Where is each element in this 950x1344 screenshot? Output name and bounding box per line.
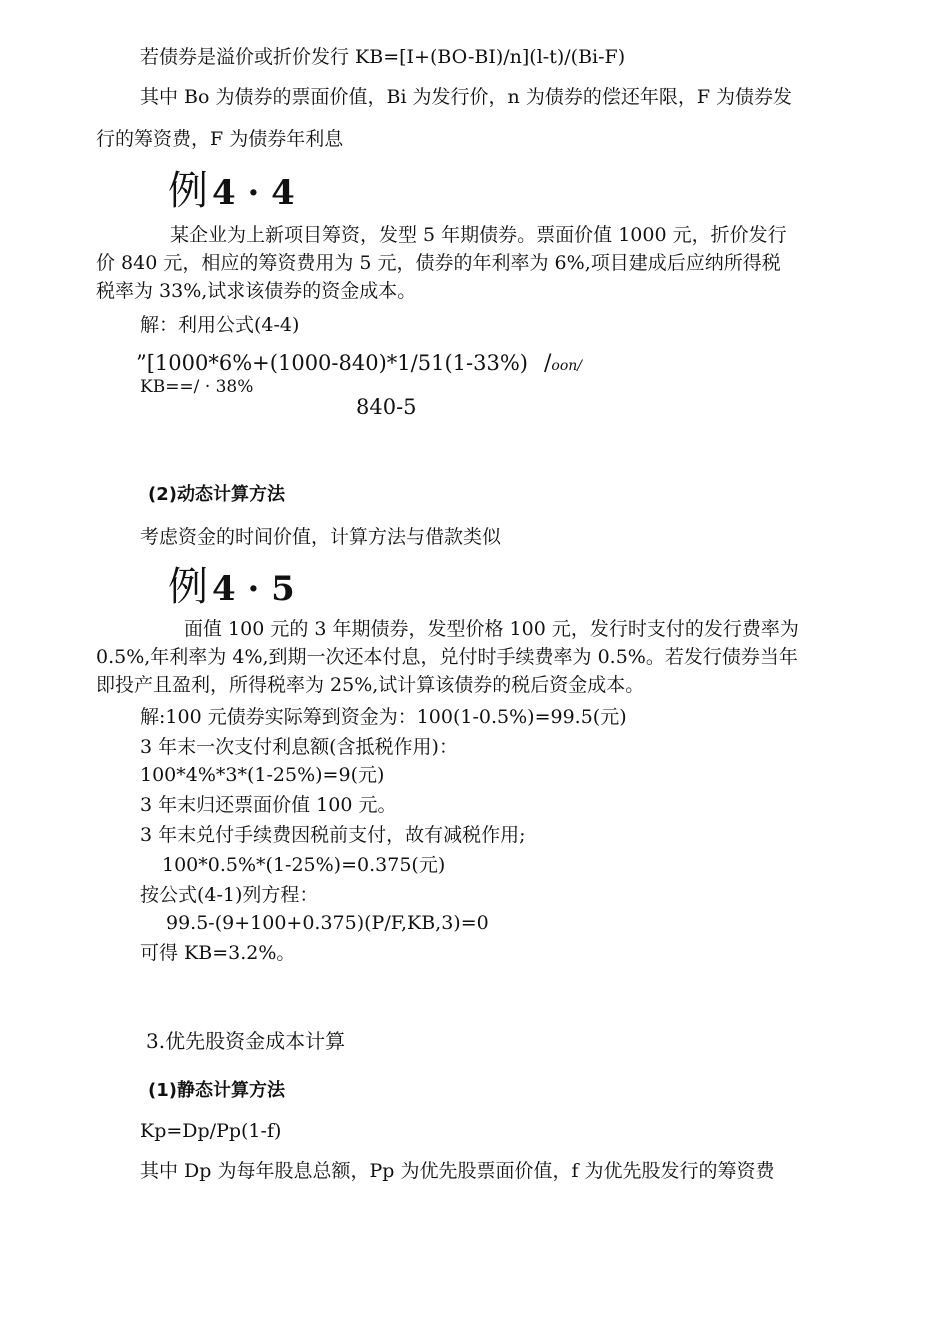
- solution-line: 100*4%*3*(1-25%)=9(元): [140, 764, 385, 786]
- solution-line: 3 年末一次支付利息额(含抵税作用)：: [140, 736, 458, 758]
- formula-premium-discount: 若债券是溢价或折价发行 KB=[I+(BO-BI)/n](l-t)/(Bi-F): [140, 46, 626, 68]
- paragraph-line: 行的筹资费，F 为债券年利息: [96, 128, 344, 150]
- paragraph-line: 0.5%,年利率为 4%,到期一次还本付息，兑付时手续费率为 0.5%。若发行债券当年: [96, 646, 798, 668]
- paragraph-line: 价 840 元，相应的筹资费用为 5 元，债券的年利率为 6%,项目建成后应纳所得税: [96, 252, 781, 274]
- paragraph-line: 即投产且盈利，所得税率为 25%,试计算该债券的税后资金成本。: [96, 674, 645, 696]
- section-heading: (1)静态计算方法: [148, 1080, 285, 1101]
- formula-denominator: 840-5: [356, 395, 417, 419]
- paragraph-line: 其中 Bo 为债券的票面价值，Bi 为发行价，n 为债券的偿还年限，F 为债券发: [140, 86, 793, 108]
- formula-result: KB==/ · 38%: [140, 377, 254, 397]
- solution-line: 解:100 元债券实际筹到资金为：100(1-0.5%)=99.5(元): [140, 706, 627, 728]
- solution-line: 按公式(4-1)列方程：: [140, 884, 319, 906]
- paragraph-line: 面值 100 元的 3 年期债券，发型价格 100 元，发行时支付的发行费率为: [184, 618, 799, 640]
- result-line: 可得 KB=3.2%。: [140, 942, 296, 964]
- solution-line: 3 年末兑付手续费因税前支付，故有减税作用;: [140, 824, 526, 846]
- paragraph-line: 某企业为上新项目筹资，发型 5 年期债券。票面价值 1000 元，折价发行: [170, 224, 787, 246]
- formula-numerator: ”[1000*6%+(1000-840)*1/51(1-33%) /oon/: [136, 351, 582, 376]
- example-4-4-heading: 例 4 · 4: [168, 168, 295, 214]
- section-heading: 3.优先股资金成本计算: [146, 1029, 346, 1053]
- equation-line: 99.5-(9+100+0.375)(P/F,KB,3)=0: [166, 912, 489, 934]
- paragraph-line: 其中 Dp 为每年股息总额，Pp 为优先股票面价值，f 为优先股发行的筹资费: [140, 1160, 775, 1182]
- section-heading: (2)动态计算方法: [148, 484, 285, 505]
- formula-preferred-stock: Kp=Dp/Pp(1-f): [140, 1120, 282, 1142]
- example-4-5-heading: 例 4 · 5: [168, 564, 295, 610]
- solution-line: 解：利用公式(4-4): [140, 314, 300, 336]
- solution-line: 3 年末归还票面价值 100 元。: [140, 794, 397, 816]
- paragraph-line: 税率为 33%,试求该债券的资金成本。: [96, 280, 417, 302]
- solution-line: 100*0.5%*(1-25%)=0.375(元): [162, 854, 446, 876]
- paragraph-line: 考虑资金的时间价值，计算方法与借款类似: [140, 526, 502, 548]
